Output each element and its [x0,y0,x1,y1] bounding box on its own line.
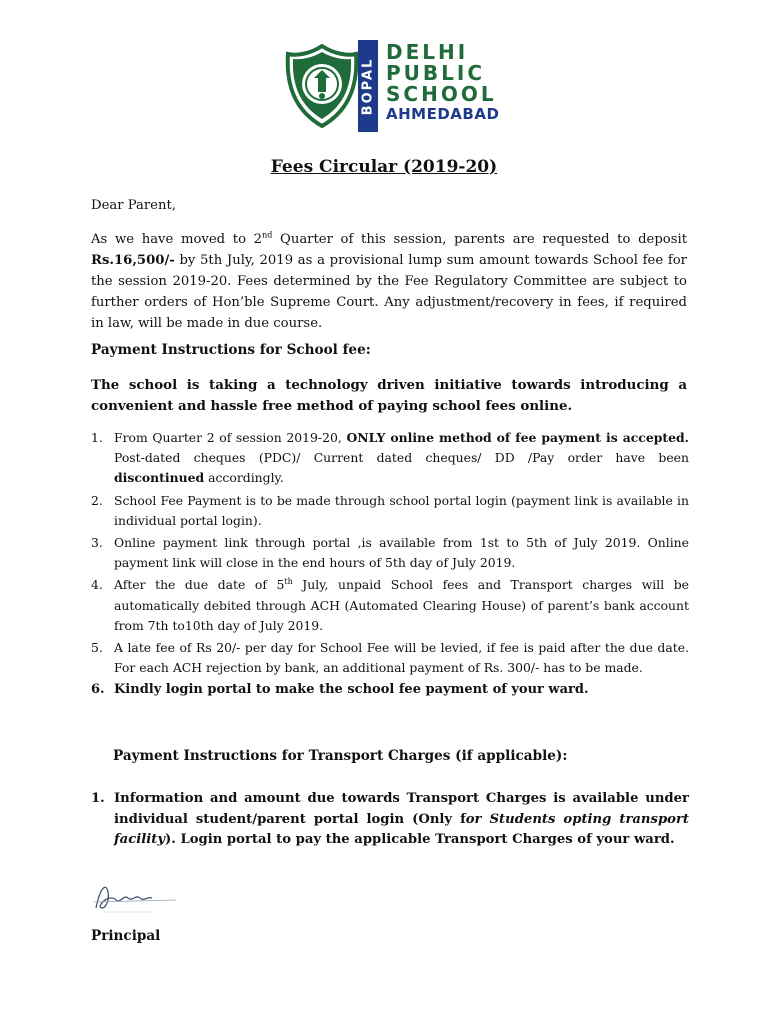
initiative-paragraph: The school is taking a technology driven initiative towards introducing a convenient and hassle free method of paying school fees online. [91,377,687,414]
list-text-italic: or Students opting transport facility [114,811,690,847]
list-number: 2. [91,492,103,508]
school-name-line1: DELHI [386,40,469,64]
list-text: After the due date of 5 [114,577,285,593]
list-item [91,575,689,636]
list-item [91,428,689,489]
school-fee-heading: Payment Instructions for School fee: [91,342,371,358]
intro-amount: Rs.16,500/- [91,253,175,268]
list-item [91,789,689,851]
list-text: From Quarter 2 of session 2019-20, [114,430,347,445]
bopal-badge [358,40,378,132]
school-fee-list [91,428,689,703]
list-number: 1. [91,791,105,806]
school-city: AHMEDABAD [386,105,500,123]
school-name-line3: SCHOOL [386,82,497,106]
school-crest-icon [284,44,360,128]
intro-text-b: Quarter of this session, parents are requested to deposit [272,232,687,247]
list-text: Post-dated cheques (PDC)/ Current dated cheques/ DD /Pay order have been [114,450,689,466]
circular-title: Fees Circular (2019-20) [270,157,498,177]
bopal-label: BOPAL [360,57,376,115]
list-text: Information and amount due towards Transport Charges is available under individual student/parent portal login (Only f [114,791,689,827]
greeting: Dear Parent, [91,198,176,213]
intro-text-a: As we have moved to 2 [91,232,263,247]
list-item [91,491,689,531]
list-text: Online payment link through portal ,is available from 1st to 5th of July 2019. Online payment link will close in the end hours of 5th day of July 2019. [114,535,689,571]
intro-paragraph [91,229,687,334]
list-text-bold: ONLY online method of fee payment is accepted. [346,430,689,445]
school-name-line2: PUBLIC [386,61,486,85]
list-sup: th [284,577,293,587]
school-logo [284,40,500,136]
intro-text-c: by 5th July, 2019 as a provisional lump sum amount towards School fee for the session 2019-20. Fees determined by the Fee Regulatory Committee are subject to further orders of Hon’ble Supreme Court. Any adjustment/recovery in fees, if required in law, will be made in due course. [91,253,687,331]
list-item [91,638,689,678]
list-number: 3. [91,535,103,551]
transport-heading: Payment Instructions for Transport Charges (if applicable): [113,748,568,764]
list-item [91,680,689,700]
signatory-title: Principal [91,928,161,944]
list-text-bold: discontinued [114,470,205,486]
transport-list [91,789,689,851]
school-name [386,42,499,123]
list-number: 4. [91,577,103,593]
list-text: A late fee of Rs 20/- per day for School Fee will be levied, if fee is paid after the due date. For each ACH rejection by bank, an additional payment of Rs. 300/- has to be made. [114,640,689,676]
list-number: 5. [91,640,103,656]
intro-sup: nd [262,230,273,240]
list-text: School Fee Payment is to be made through school portal login (payment link is available in individual portal login). [114,492,689,528]
list-text: accordingly. [204,470,284,486]
list-text: ). Login portal to pay the applicable Transport Charges of your ward. [165,832,675,847]
list-text: Kindly login portal to make the school fee payment of your ward. [114,682,589,698]
signature-icon [92,878,182,918]
list-item [91,533,689,573]
list-text: July, unpaid School fees and Transport charges will be automatically debited through ACH (Automated Clearing House) of parent’s bank account from 7th to10th day of July 2019. [114,577,690,633]
list-number: 1. [91,430,103,445]
list-number: 6. [91,682,105,698]
